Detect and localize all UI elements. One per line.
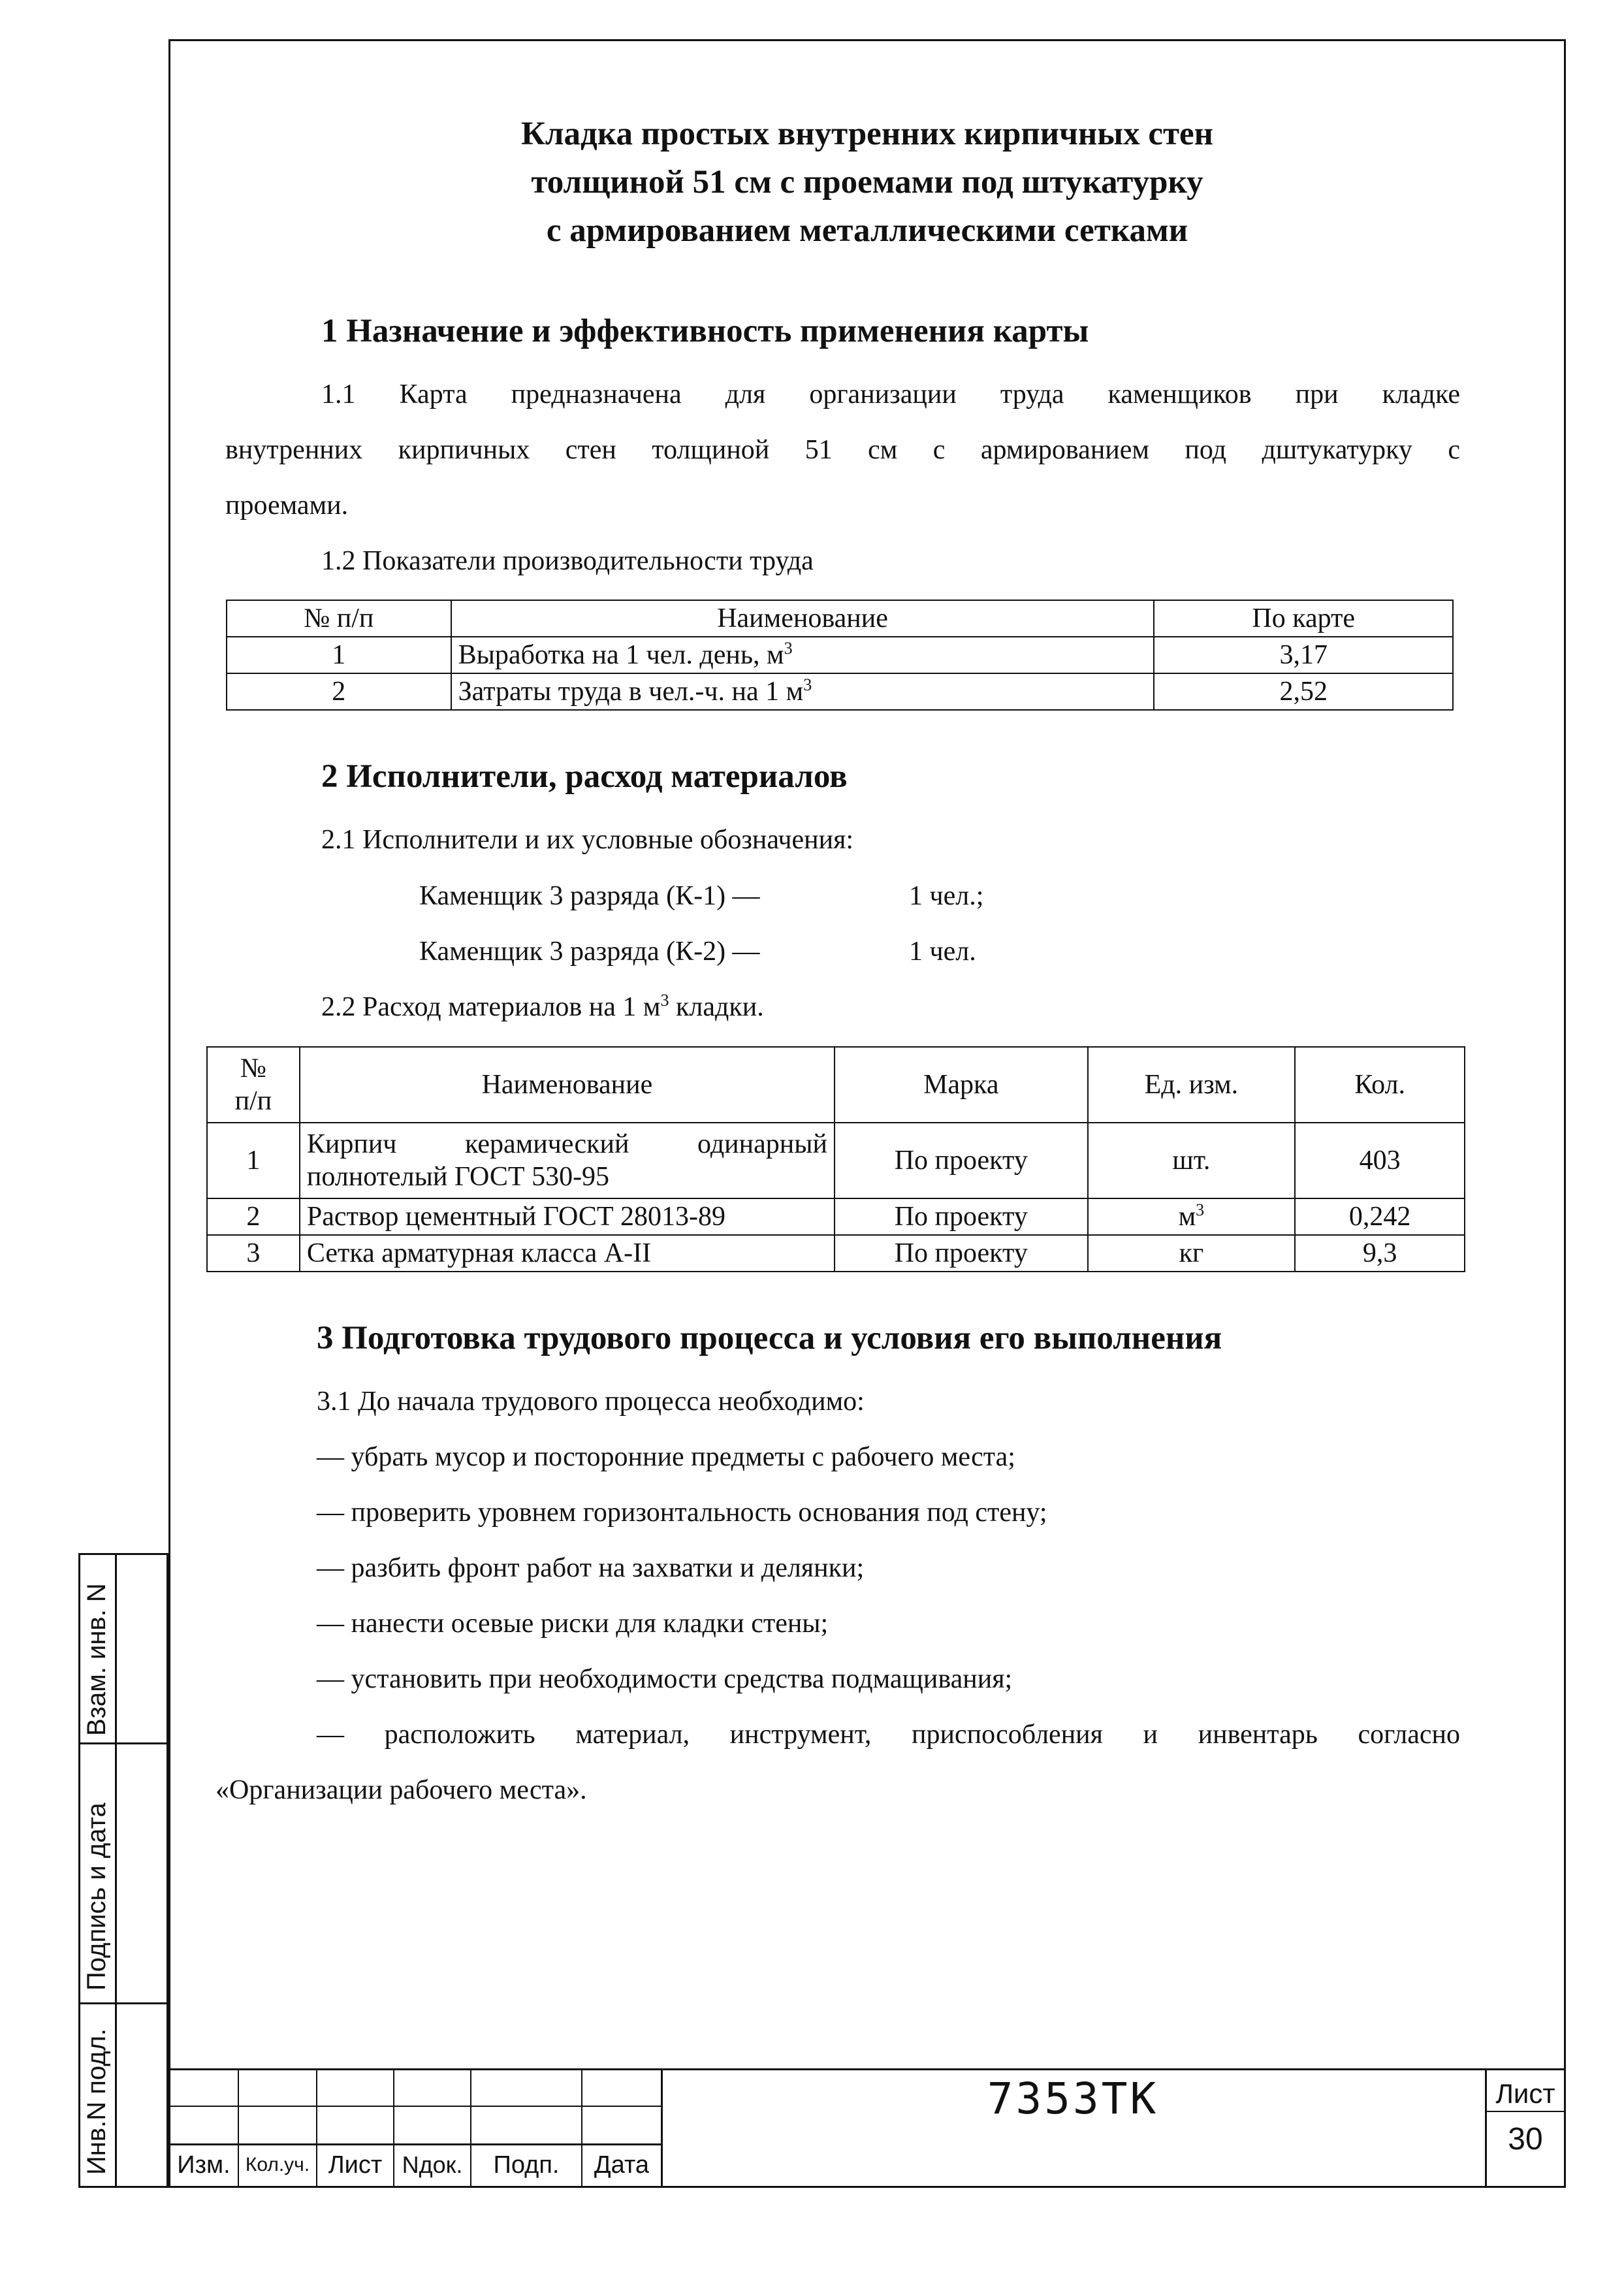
table-cell [1088,1198,1296,1235]
table-cell: 3 [207,1235,300,1272]
table-header-cell: По карте [1154,600,1453,637]
table-cell: Сетка арматурная класса А-II [300,1235,835,1272]
table-cell: По проекту [835,1198,1088,1235]
section1-heading: 1 Назначение и эффективность применения карты [321,313,1089,349]
table-header-cell [207,1047,300,1123]
table-cell: 0,242 [1295,1198,1465,1235]
text: кладки. [669,992,764,1022]
list-item: — расположить материал, инструмент, приспособления и инвентарь согласно [317,1720,1460,1750]
stamp-col-label: Подп. [493,2151,560,2179]
productivity-table [226,600,1454,711]
table-cell: По проекту [835,1123,1088,1198]
title-line: толщиной 51 см с проемами под штукатурку [531,164,1203,200]
table-header-row [207,1047,1465,1123]
list-item: — проверить уровнем горизонтальность основания под стену; [317,1498,1047,1528]
materials-table [206,1046,1465,1272]
table-header-cell: Наименование [451,600,1154,637]
table-cell: 3,17 [1154,637,1453,673]
stamp-col-label: Изм. [177,2151,231,2179]
sheet-label: Лист [1495,2078,1555,2109]
table-cell: шт. [1088,1123,1296,1198]
cell-text: Кирпич керамический одинарный [306,1129,827,1159]
sheet-number: 30 [1508,2122,1543,2157]
list-item-continuation: «Организации рабочего места». [215,1775,587,1805]
section2-heading: 2 Исполнители, расход материалов [321,758,848,795]
document-title [168,110,1566,255]
title-line: с армированием металлическими сетками [546,212,1188,249]
document-code: 7353ТК [987,2074,1159,2124]
stamp-col-label: Дата [594,2151,650,2179]
table-row [227,673,1453,710]
header-text: № [240,1053,266,1083]
worker-role: Каменщик 3 разряда (К-1) — [419,881,760,911]
table-header-cell: Марка [835,1047,1088,1123]
table-row [207,1123,1465,1198]
worker-count: 1 чел. [909,937,976,967]
superscript: 3 [660,991,669,1010]
table-cell: Раствор цементный ГОСТ 28013-89 [300,1198,835,1235]
stamp-col-label: Лист [328,2151,383,2179]
worker-role: Каменщик 3 разряда (К-2) — [419,937,760,967]
cell-text: Затраты труда в чел.-ч. на 1 м [458,677,804,707]
cell-text: полнотелый ГОСТ 530-95 [306,1162,610,1192]
side-label-sign-date: Подпись и дата [82,1803,111,1991]
section3-heading: 3 Подготовка трудового процесса и условия его выполнения [317,1320,1222,1356]
table-row [207,1235,1465,1272]
superscript: 3 [803,675,812,694]
paragraph-line: 1.1 Карта предназначена для организации труда каменщиков при кладке [321,379,1460,409]
paragraph: 2.1 Исполнители и их условные обозначения: [321,825,854,855]
cell-text: м [1178,1202,1196,1232]
superscript: 3 [1196,1200,1205,1219]
worker-count: 1 чел.; [909,881,984,911]
paragraph: 1.2 Показатели производительности труда [321,546,814,576]
stamp-col-label: Nдок. [402,2151,463,2178]
table-cell: кг [1088,1235,1296,1272]
table-header-cell: Наименование [300,1047,835,1123]
stamp-col-label: Кол.уч. [245,2154,310,2175]
superscript: 3 [784,639,793,658]
side-label-inv-replace: Взам. инв. N [82,1583,111,1736]
table-row [227,637,1453,673]
cell-text: Выработка на 1 чел. день, м [458,640,784,670]
paragraph-line: проемами. [225,490,349,521]
table-row [207,1198,1465,1235]
table-cell: 2,52 [1154,673,1453,710]
text: 2.2 Расход материалов на 1 м [321,992,661,1022]
table-cell: 2 [207,1198,300,1235]
side-label-inv-orig: Инв.N подл. [82,2028,111,2175]
list-item: — разбить фронт работ на захватки и делянки; [317,1553,865,1583]
paragraph [321,991,764,1023]
table-cell: 1 [207,1123,300,1198]
table-cell [300,1123,835,1198]
table-cell: 1 [227,637,451,673]
table-header-cell: № п/п [227,600,451,637]
table-cell: 9,3 [1295,1235,1465,1272]
table-cell [451,637,1154,673]
list-item: — установить при необходимости средства подмащивания; [317,1664,1013,1694]
list-item: — убрать мусор и посторонние предметы с рабочего места; [317,1442,1015,1472]
paragraph-line: внутренних кирпичных стен толщиной 51 см с армированием под дштукатурку с [225,435,1460,465]
table-cell: По проекту [835,1235,1088,1272]
header-text: п/п [234,1086,272,1116]
paragraph: 3.1 До начала трудового процесса необходимо: [317,1387,865,1417]
table-header-cell: Ед. изм. [1088,1047,1296,1123]
table-header-cell: Кол. [1295,1047,1465,1123]
title-line: Кладка простых внутренних кирпичных стен [520,116,1214,152]
list-item: — нанести осевые риски для кладки стены; [317,1609,829,1639]
table-cell: 2 [227,673,451,710]
table-cell: 403 [1295,1123,1465,1198]
table-cell [451,673,1154,710]
table-header-row [227,600,1453,637]
